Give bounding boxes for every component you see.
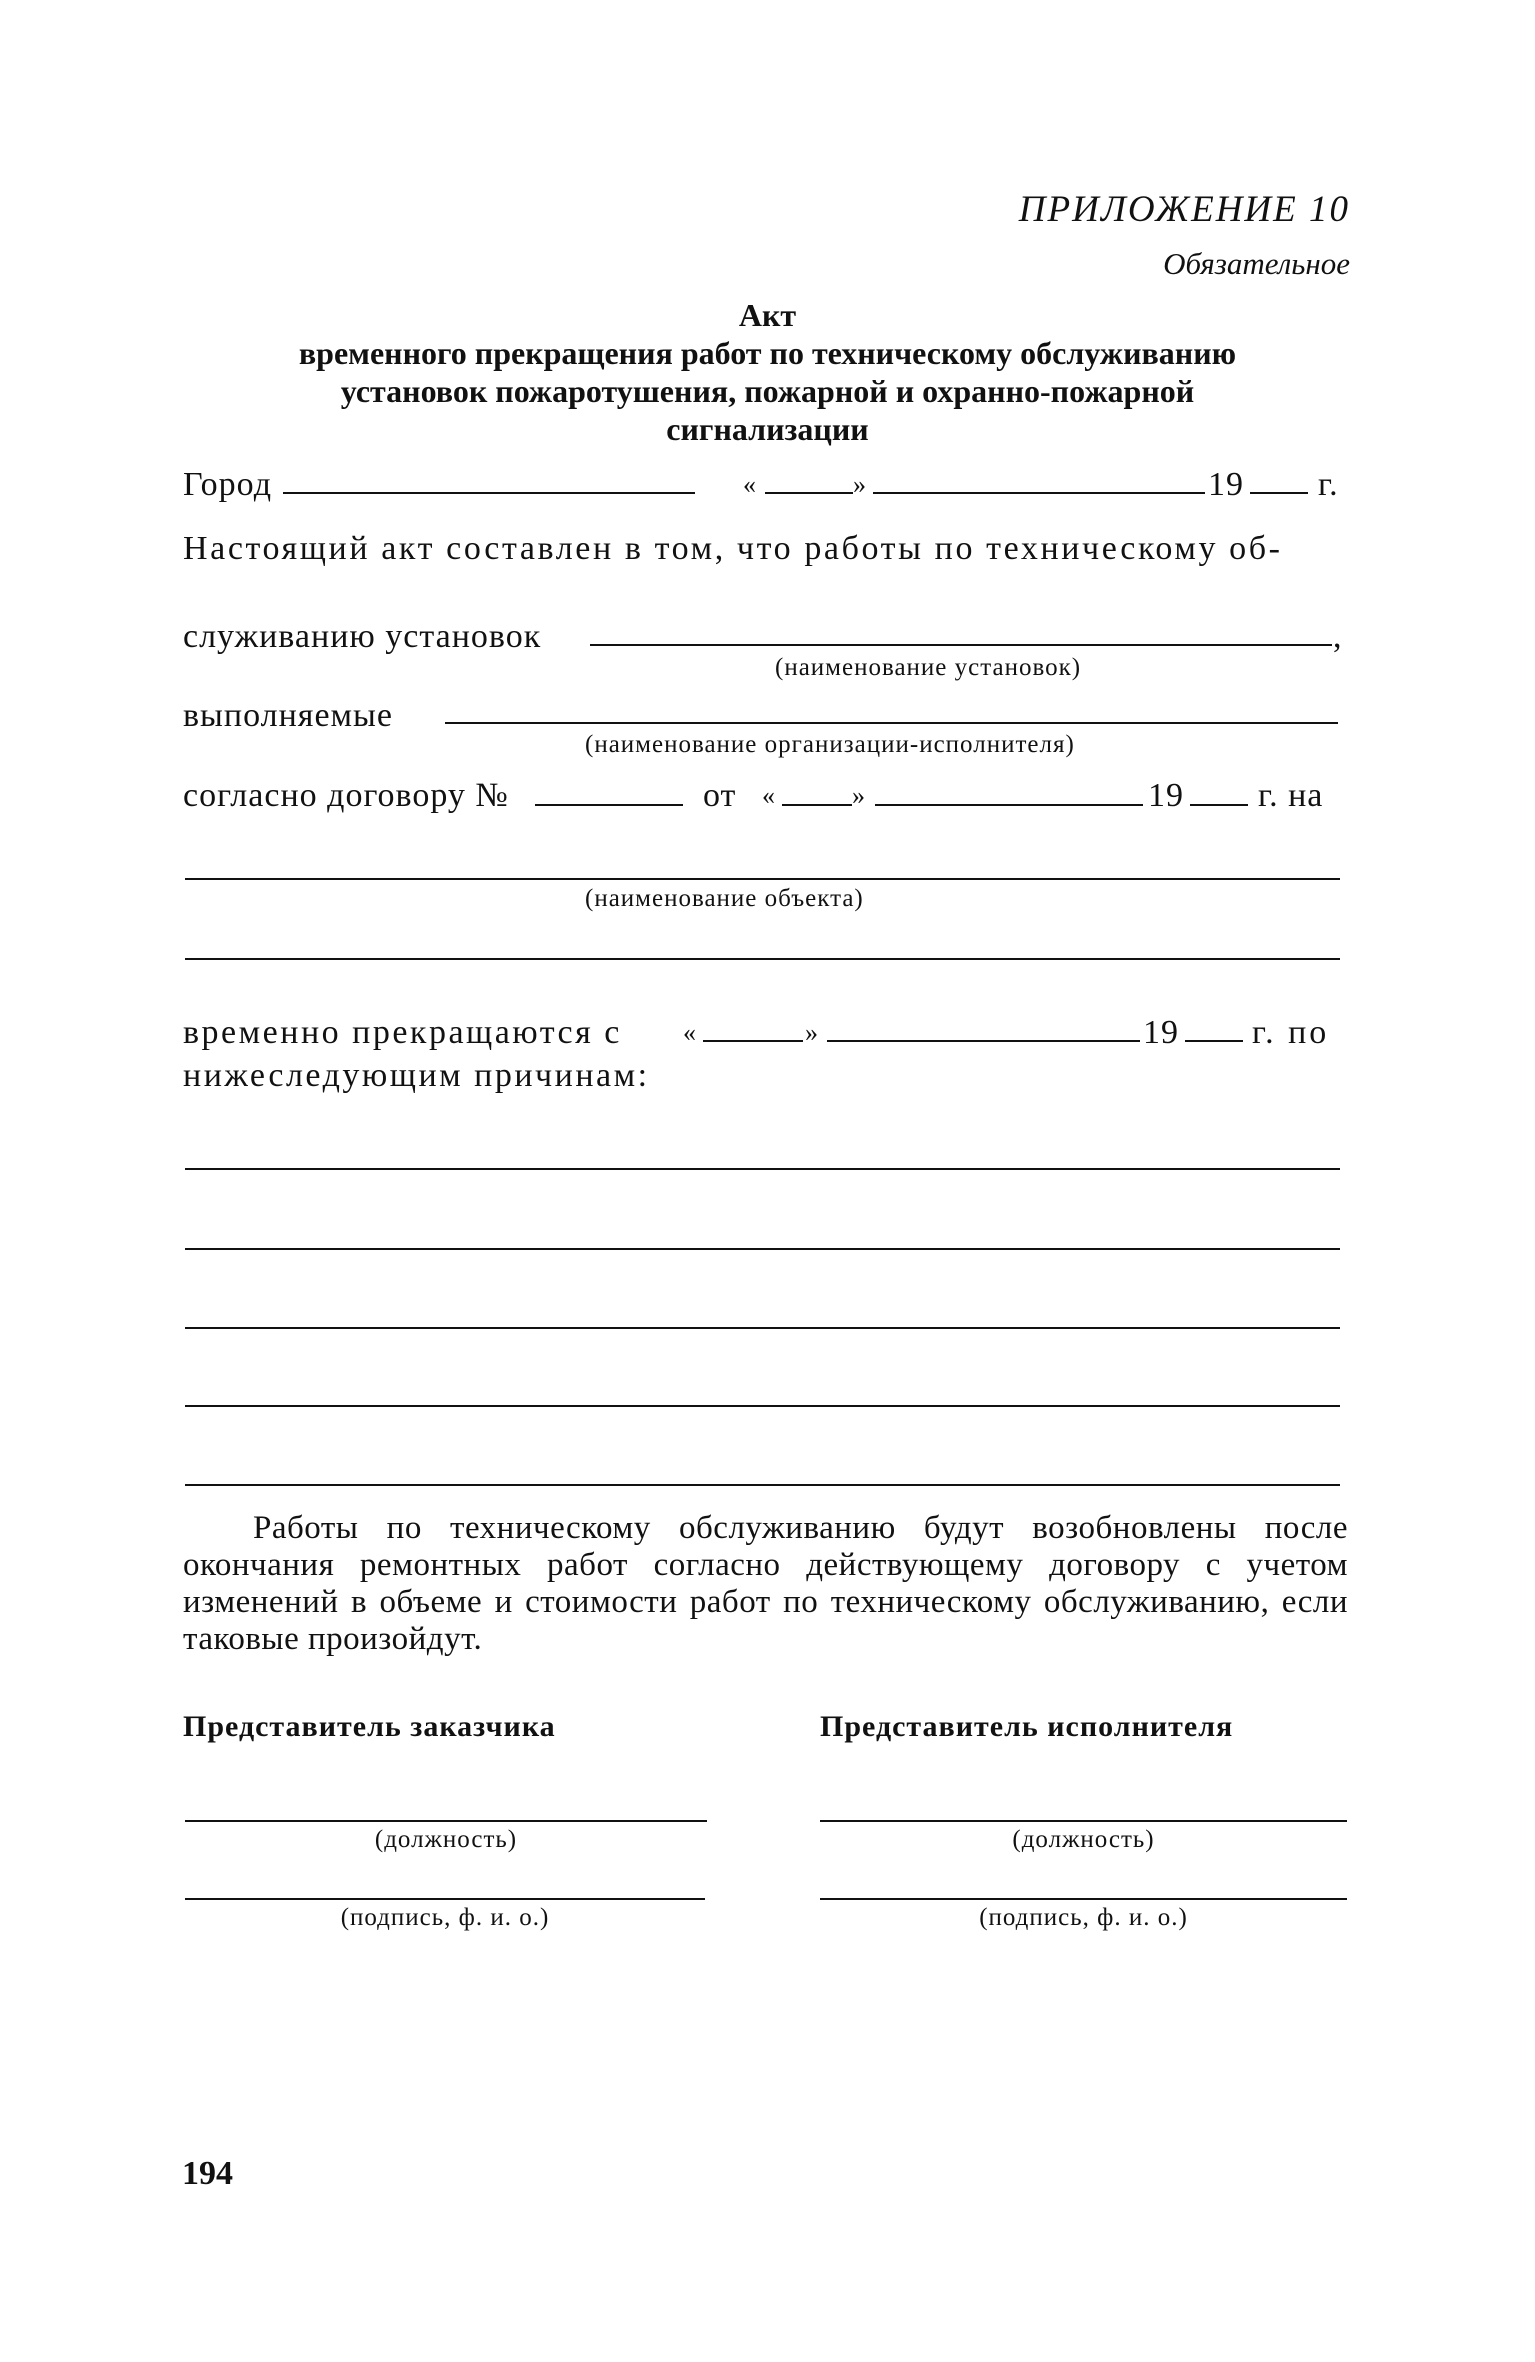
contractor-representative-title: Представитель исполнителя bbox=[820, 1710, 1234, 1743]
year-field[interactable] bbox=[1250, 492, 1308, 494]
reason-line-2[interactable] bbox=[185, 1248, 1340, 1250]
contract-year-suffix: г. на bbox=[1258, 777, 1324, 814]
organization-field[interactable] bbox=[445, 722, 1338, 724]
quote-close: » bbox=[853, 470, 867, 499]
year-prefix: 19 bbox=[1208, 466, 1244, 503]
reason-line-1[interactable] bbox=[185, 1168, 1340, 1170]
statement-line-2: служиванию установок bbox=[183, 618, 542, 655]
contract-year-prefix: 19 bbox=[1148, 777, 1184, 814]
title-line-4: сигнализации bbox=[666, 411, 869, 447]
title-line-3: установок пожаротушения, пожарной и охранно-пожарной bbox=[340, 373, 1195, 409]
contract-year-field[interactable] bbox=[1190, 804, 1248, 806]
suspended-day-field[interactable] bbox=[703, 1040, 803, 1042]
resumption-paragraph bbox=[183, 1510, 1348, 1658]
reason-line-4[interactable] bbox=[185, 1405, 1340, 1407]
city-label: Город bbox=[183, 466, 272, 503]
object-field-continued[interactable] bbox=[185, 958, 1340, 960]
paragraph-text: Работы по техническому обслуживанию будут возобновлены после окончания ремонтных работ согласно действующему договору с учетом изменений в объеме и стоимости работ по техническому обслуживанию, если таковые произойдут. bbox=[183, 1510, 1348, 1657]
customer-position-caption: (должность) bbox=[374, 1826, 518, 1853]
appendix-label: ПРИЛОЖЕНИЕ 10 bbox=[1018, 189, 1350, 230]
suspended-month-field[interactable] bbox=[827, 1040, 1140, 1042]
object-field[interactable] bbox=[185, 878, 1340, 880]
city-field[interactable] bbox=[283, 492, 695, 494]
contract-day-field[interactable] bbox=[782, 804, 852, 806]
contractor-position-field[interactable] bbox=[820, 1820, 1347, 1822]
comma: , bbox=[1333, 618, 1343, 655]
contract-quote-close: » bbox=[852, 781, 866, 810]
contract-number-field[interactable] bbox=[535, 804, 683, 806]
reason-line-3[interactable] bbox=[185, 1327, 1340, 1329]
page-number: 194 bbox=[182, 2155, 233, 2192]
contract-month-field[interactable] bbox=[875, 804, 1143, 806]
year-suffix: г. bbox=[1318, 466, 1339, 503]
quote-open: « bbox=[743, 470, 757, 499]
contractor-signature-field[interactable] bbox=[820, 1898, 1347, 1900]
suspended-quote-open: « bbox=[683, 1018, 697, 1047]
contract-quote-open: « bbox=[762, 781, 776, 810]
caption-object: (наименование объекта) bbox=[585, 885, 864, 912]
from-label: от bbox=[703, 777, 737, 814]
performed-label: выполняемые bbox=[183, 697, 393, 734]
contract-label: согласно договору № bbox=[183, 777, 509, 814]
statement-line-1: Настоящий акт составлен в том, что работы по техническому об- bbox=[183, 530, 1283, 567]
title-line-1: Акт bbox=[738, 297, 797, 333]
customer-signature-caption: (подпись, ф. и. о.) bbox=[340, 1904, 550, 1931]
day-field[interactable] bbox=[765, 492, 853, 494]
reasons-label: нижеследующим причинам: bbox=[183, 1057, 650, 1094]
customer-signature-field[interactable] bbox=[185, 1898, 705, 1900]
caption-installations: (наименование установок) bbox=[775, 654, 1082, 681]
caption-organization: (наименование организации-исполнителя) bbox=[585, 731, 1075, 758]
mandatory-label: Обязательное bbox=[1163, 246, 1350, 281]
month-field[interactable] bbox=[873, 492, 1205, 494]
title-line-2: временного прекращения работ по техническому обслуживанию bbox=[298, 335, 1237, 371]
suspended-year-prefix: 19 bbox=[1143, 1014, 1179, 1051]
customer-representative-title: Представитель заказчика bbox=[183, 1710, 556, 1743]
contractor-position-caption: (должность) bbox=[1012, 1826, 1155, 1853]
contractor-signature-caption: (подпись, ф. и. о.) bbox=[979, 1904, 1188, 1931]
suspended-label: временно прекращаются с bbox=[183, 1014, 622, 1051]
suspended-year-field[interactable] bbox=[1185, 1040, 1243, 1042]
suspended-year-suffix: г. по bbox=[1252, 1014, 1330, 1051]
suspended-quote-close: » bbox=[805, 1018, 819, 1047]
installations-field[interactable] bbox=[590, 644, 1332, 646]
document-title bbox=[180, 296, 1355, 448]
reason-line-5[interactable] bbox=[185, 1484, 1340, 1486]
customer-position-field[interactable] bbox=[185, 1820, 707, 1822]
